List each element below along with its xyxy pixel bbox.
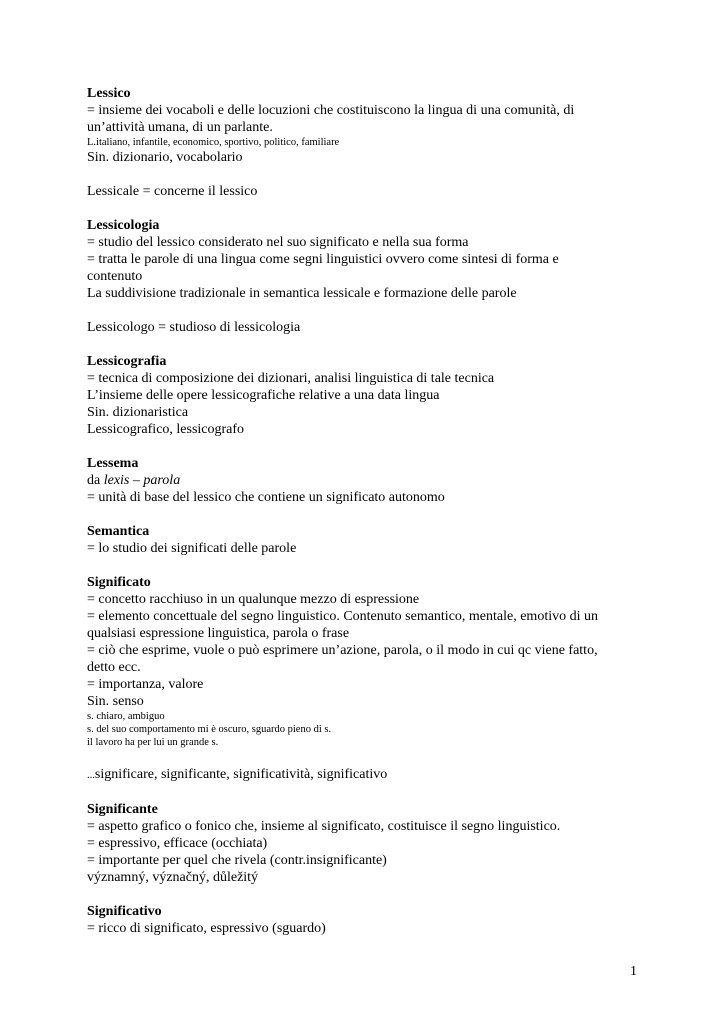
definition-line: = insieme dei vocaboli e delle locuzioni che costituiscono la lingua di una comunità, di	[87, 103, 575, 118]
definition-line: = espressivo, efficace (occhiata)	[87, 836, 268, 851]
definition-line: = ricco di significato, espressivo (sguardo)	[87, 921, 326, 936]
document-body	[87, 85, 647, 954]
etymology-word: lexis – parola	[103, 473, 181, 488]
etymology	[87, 472, 647, 489]
entry-lessico	[87, 85, 647, 166]
synonyms: Sin. senso	[87, 694, 144, 709]
example-line: s. chiaro, ambiguo	[87, 711, 165, 722]
entry-heading: Semantica	[87, 524, 150, 539]
definition-line: = importante per quel che rivela (contr.insignificante)	[87, 853, 387, 868]
entry-semantica	[87, 523, 647, 557]
entry-heading: Significante	[87, 802, 158, 817]
entry-lessicale	[87, 183, 647, 200]
synonyms: Sin. dizionario, vocabolario	[87, 150, 243, 165]
definition-line: contenuto	[87, 269, 143, 284]
definition-line: un’attività umana, di un parlante.	[87, 120, 273, 135]
etymology-prefix: da	[87, 473, 104, 488]
definition-line: = ciò che esprime, vuole o può esprimere un’azione, parola, o il modo in cui qc viene fatto,	[87, 643, 598, 658]
translation-line: významný, význačný, důležitý	[87, 870, 259, 885]
note-line: La suddivisione tradizionale in semantica lessicale e formazione delle parole	[87, 286, 517, 301]
page-number: 1	[630, 964, 637, 979]
entry-heading: Lessema	[87, 456, 139, 471]
entry-significativo	[87, 903, 647, 937]
entry-lessema	[87, 455, 647, 506]
entry-heading: Lessicografia	[87, 354, 167, 369]
definition-line: = unità di base del lessico che contiene un significato autonomo	[87, 490, 445, 505]
entry-derivati	[87, 766, 647, 784]
entry-heading: Lessicologia	[87, 218, 160, 233]
definition-line: Lessicale = concerne il lessico	[87, 184, 258, 199]
definition-line: = elemento concettuale del segno linguistico. Contenuto semantico, mentale, emotivo di un	[87, 609, 598, 624]
definition-line: detto ecc.	[87, 660, 141, 675]
definition-line: = lo studio dei significati delle parole	[87, 541, 297, 556]
definition-line: = tratta le parole di una lingua come segni linguistici ovvero come sintesi di forma e	[87, 252, 559, 267]
entry-lessicografia	[87, 353, 647, 438]
definition-line: = tecnica di composizione dei dizionari, analisi linguistica di tale tecnica	[87, 371, 495, 386]
entry-lessicologo	[87, 319, 647, 336]
synonyms: Sin. dizionaristica	[87, 405, 189, 420]
example-line: il lavoro ha per lui un grande s.	[87, 737, 219, 748]
entry-significato	[87, 574, 647, 749]
definition-line: = studio del lessico considerato nel suo significato e nella sua forma	[87, 235, 469, 250]
derived-words-list: significare, significante, significatività, significativo	[94, 767, 388, 782]
entry-significante	[87, 801, 647, 886]
ellipsis: ...	[87, 770, 95, 781]
definition-line: Lessicologo = studioso di lessicologia	[87, 320, 301, 335]
definition-line: = importanza, valore	[87, 677, 204, 692]
definition-line: qualsiasi espressione linguistica, parola o frase	[87, 626, 350, 641]
related-words: Lessicografico, lessicografo	[87, 422, 245, 437]
definition-line: = aspetto grafico o fonico che, insieme al significato, costituisce il segno linguistico.	[87, 819, 561, 834]
definition-line: = concetto racchiuso in un qualunque mezzo di espressione	[87, 592, 420, 607]
entry-heading: Significato	[87, 575, 151, 590]
example-line: s. del suo comportamento mi è oscuro, sguardo pieno di s.	[87, 724, 332, 735]
derived-words	[87, 766, 647, 784]
definition-line: L’insieme delle opere lessicografiche relative a una data lingua	[87, 388, 440, 403]
usage-types: L.italiano, infantile, economico, sportivo, politico, familiare	[87, 137, 340, 148]
entry-lessicologia	[87, 217, 647, 302]
entry-heading: Significativo	[87, 904, 162, 919]
entry-heading: Lessico	[87, 86, 131, 101]
